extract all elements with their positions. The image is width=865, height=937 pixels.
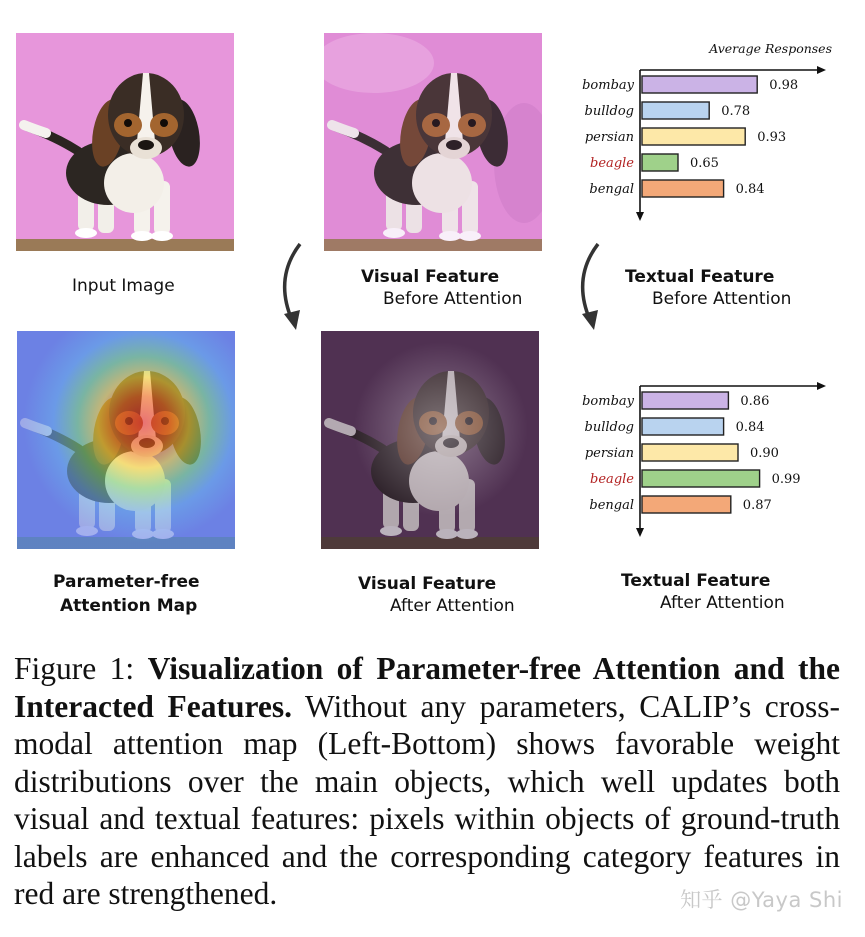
category-label: persian bbox=[584, 446, 634, 461]
curved-arrow-icon bbox=[568, 238, 608, 334]
visual-before-subtitle: Before Attention bbox=[383, 289, 523, 309]
category-label: bengal bbox=[589, 498, 634, 513]
category-label: bombay bbox=[582, 78, 634, 93]
value-label: 0.99 bbox=[771, 472, 801, 487]
category-label: beagle bbox=[590, 156, 634, 171]
attention-map-title-line2: Attention Map bbox=[60, 596, 198, 616]
curved-arrow-icon bbox=[270, 238, 310, 334]
value-label: 0.93 bbox=[757, 130, 787, 145]
caption-body: Without any parameters, CALIP’s cross-modal attention map (Left-Bottom) shows favorable weight distributions over the main objects, which well updates both visual and textual features: pixels within objects of ground-truth labels are enhanced and the corresponding category features in red are strengthened. bbox=[14, 688, 840, 911]
textual-after-chart bbox=[572, 352, 832, 542]
value-label: 0.84 bbox=[735, 182, 765, 197]
bar-persian bbox=[642, 128, 745, 145]
textual-after-title: Textual Feature bbox=[621, 571, 771, 591]
visual-feature-before-image bbox=[324, 33, 542, 251]
value-label: 0.90 bbox=[750, 446, 779, 461]
caption-prefix: Figure 1: bbox=[14, 651, 148, 686]
bar-bombay bbox=[642, 76, 757, 93]
bar-bengal bbox=[642, 496, 731, 513]
input-image-label: Input Image bbox=[72, 276, 175, 296]
attention-map-title-line1: Parameter-free bbox=[53, 572, 200, 592]
textual-after-subtitle: After Attention bbox=[660, 593, 785, 613]
figure-caption bbox=[14, 650, 840, 913]
bar-persian bbox=[642, 444, 738, 461]
category-label: bengal bbox=[589, 182, 634, 197]
value-label: 0.86 bbox=[740, 394, 770, 409]
visual-after-title: Visual Feature bbox=[358, 574, 497, 594]
visual-after-subtitle: After Attention bbox=[390, 596, 515, 616]
value-label: 0.98 bbox=[769, 78, 799, 93]
caption-bold-title: Visualization of Parameter-free Attention and the Interacted Features. bbox=[14, 651, 841, 724]
category-label: persian bbox=[584, 130, 634, 145]
visual-feature-after-image bbox=[321, 331, 539, 549]
value-label: 0.65 bbox=[690, 156, 719, 171]
input-image bbox=[16, 33, 234, 251]
category-label: beagle bbox=[590, 472, 634, 487]
attention-map-image bbox=[17, 331, 235, 549]
value-label: 0.78 bbox=[721, 104, 751, 119]
bar-bulldog bbox=[642, 102, 709, 119]
textual-before-title: Textual Feature bbox=[625, 267, 775, 287]
category-label: bulldog bbox=[584, 420, 634, 435]
value-label: 0.87 bbox=[742, 498, 772, 513]
visual-before-title: Visual Feature bbox=[361, 267, 500, 287]
category-label: bombay bbox=[582, 394, 634, 409]
bar-beagle bbox=[642, 154, 678, 171]
watermark-text: 知乎 @Yaya Shi bbox=[680, 888, 843, 912]
textual-before-chart bbox=[572, 36, 832, 226]
bar-bengal bbox=[642, 180, 724, 197]
bar-beagle bbox=[642, 470, 760, 487]
bar-bombay bbox=[642, 392, 728, 409]
textual-before-subtitle: Before Attention bbox=[652, 289, 792, 309]
bar-bulldog bbox=[642, 418, 724, 435]
category-label: bulldog bbox=[584, 104, 634, 119]
chart-title: Average Responses bbox=[709, 41, 832, 56]
value-label: 0.84 bbox=[735, 420, 765, 435]
